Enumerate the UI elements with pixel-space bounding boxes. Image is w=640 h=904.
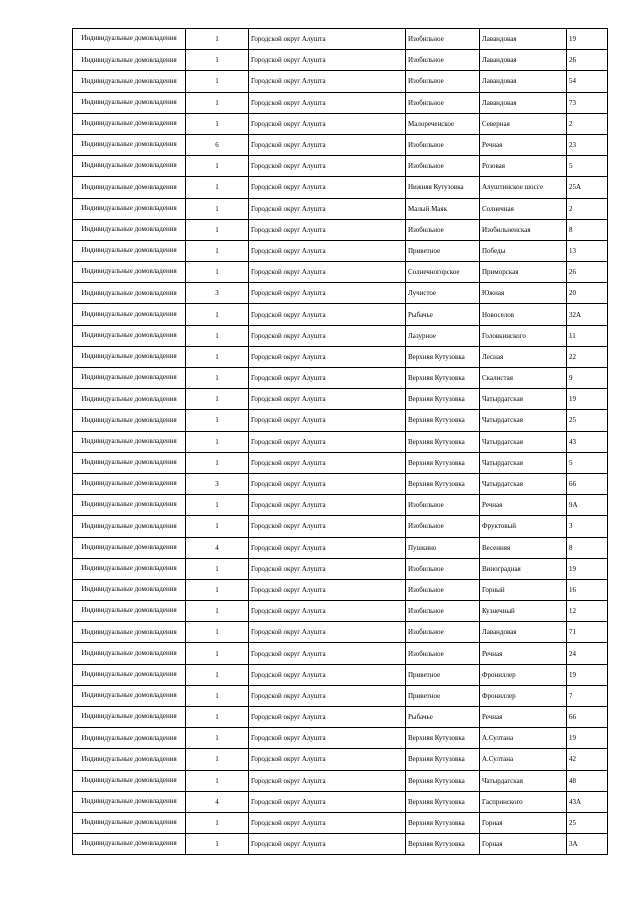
cell-district: Городской округ Алушта: [249, 283, 406, 304]
cell-house-number: 66: [567, 473, 608, 494]
cell-district: Городской округ Алушта: [249, 601, 406, 622]
table-row: [73, 685, 608, 706]
cell-settlement: Верхняя Кутузовка: [406, 770, 480, 791]
cell-street: Речная: [480, 643, 567, 664]
cell-housing-type: Индивидуальные домовладения: [73, 664, 186, 685]
cell-district: Городской округ Алушта: [249, 50, 406, 71]
cell-house-number: 32А: [567, 304, 608, 325]
cell-count: 1: [186, 643, 249, 664]
cell-count: 1: [186, 368, 249, 389]
cell-settlement: Малореченское: [406, 113, 480, 134]
cell-district: Городской округ Алушта: [249, 728, 406, 749]
cell-settlement: Изобильное: [406, 579, 480, 600]
cell-settlement: Верхняя Кутузовка: [406, 834, 480, 855]
cell-housing-type: Индивидуальные домовладения: [73, 516, 186, 537]
table-row: [73, 113, 608, 134]
cell-count: 1: [186, 452, 249, 473]
cell-housing-type: Индивидуальные домовладения: [73, 29, 186, 50]
cell-settlement: Приветное: [406, 240, 480, 261]
document-page: [72, 28, 608, 855]
cell-street: Горная: [480, 834, 567, 855]
cell-count: 1: [186, 50, 249, 71]
cell-district: Городской округ Алушта: [249, 71, 406, 92]
cell-housing-type: Индивидуальные домовладения: [73, 198, 186, 219]
table-row: [73, 177, 608, 198]
table-row: [73, 71, 608, 92]
cell-housing-type: Индивидуальные домовладения: [73, 134, 186, 155]
cell-street: А.Султана: [480, 728, 567, 749]
table-row: [73, 601, 608, 622]
cell-district: Городской округ Алушта: [249, 29, 406, 50]
cell-housing-type: Индивидуальные домовладения: [73, 325, 186, 346]
cell-house-number: 19: [567, 29, 608, 50]
cell-street: Алуштинское шоссе: [480, 177, 567, 198]
cell-housing-type: Индивидуальные домовладения: [73, 368, 186, 389]
table-row: [73, 304, 608, 325]
cell-settlement: Верхняя Кутузовка: [406, 749, 480, 770]
cell-housing-type: Индивидуальные домовладения: [73, 452, 186, 473]
cell-housing-type: Индивидуальные домовладения: [73, 643, 186, 664]
cell-district: Городской округ Алушта: [249, 431, 406, 452]
cell-housing-type: Индивидуальные домовладения: [73, 685, 186, 706]
cell-street: Речная: [480, 707, 567, 728]
cell-housing-type: Индивидуальные домовладения: [73, 50, 186, 71]
cell-district: Городской округ Алушта: [249, 495, 406, 516]
cell-district: Городской округ Алушта: [249, 770, 406, 791]
cell-count: 1: [186, 579, 249, 600]
cell-house-number: 73: [567, 92, 608, 113]
cell-district: Городской округ Алушта: [249, 579, 406, 600]
cell-district: Городской округ Алушта: [249, 643, 406, 664]
cell-house-number: 54: [567, 71, 608, 92]
cell-housing-type: Индивидуальные домовладения: [73, 156, 186, 177]
cell-count: 1: [186, 304, 249, 325]
table-row: [73, 198, 608, 219]
cell-street: Речная: [480, 134, 567, 155]
cell-house-number: 43А: [567, 791, 608, 812]
cell-settlement: Верхняя Кутузовка: [406, 410, 480, 431]
cell-street: Лавандовая: [480, 71, 567, 92]
cell-street: Новоселов: [480, 304, 567, 325]
cell-housing-type: Индивидуальные домовладения: [73, 262, 186, 283]
cell-house-number: 8: [567, 537, 608, 558]
table-row: [73, 516, 608, 537]
cell-settlement: Пушкино: [406, 537, 480, 558]
cell-district: Городской округ Алушта: [249, 537, 406, 558]
cell-street: Лавандовая: [480, 92, 567, 113]
cell-count: 1: [186, 664, 249, 685]
cell-street: А.Султана: [480, 749, 567, 770]
table-row: [73, 431, 608, 452]
cell-district: Городской округ Алушта: [249, 240, 406, 261]
table-row: [73, 134, 608, 155]
table-row: [73, 325, 608, 346]
cell-count: 1: [186, 622, 249, 643]
table-row: [73, 770, 608, 791]
cell-settlement: Верхняя Кутузовка: [406, 728, 480, 749]
cell-count: 1: [186, 262, 249, 283]
cell-housing-type: Индивидуальные домовладения: [73, 537, 186, 558]
cell-count: 1: [186, 770, 249, 791]
cell-settlement: Верхняя Кутузовка: [406, 368, 480, 389]
cell-district: Городской округ Алушта: [249, 346, 406, 367]
cell-house-number: 3: [567, 516, 608, 537]
cell-settlement: Верхняя Кутузовка: [406, 812, 480, 833]
cell-housing-type: Индивидуальные домовладения: [73, 177, 186, 198]
cell-settlement: Изобильное: [406, 495, 480, 516]
cell-count: 4: [186, 537, 249, 558]
cell-district: Городской округ Алушта: [249, 791, 406, 812]
cell-count: 1: [186, 558, 249, 579]
cell-count: 1: [186, 685, 249, 706]
cell-district: Городской округ Алушта: [249, 622, 406, 643]
cell-count: 1: [186, 325, 249, 346]
cell-district: Городской округ Алушта: [249, 685, 406, 706]
cell-settlement: Лазурное: [406, 325, 480, 346]
cell-house-number: 24: [567, 643, 608, 664]
cell-house-number: 19: [567, 728, 608, 749]
cell-street: Солнечная: [480, 198, 567, 219]
cell-district: Городской округ Алушта: [249, 812, 406, 833]
table-row: [73, 643, 608, 664]
cell-settlement: Приветное: [406, 685, 480, 706]
cell-count: 1: [186, 389, 249, 410]
cell-settlement: Изобильное: [406, 29, 480, 50]
housing-table: [72, 28, 608, 855]
cell-settlement: Изобильное: [406, 50, 480, 71]
table-row: [73, 50, 608, 71]
cell-count: 1: [186, 198, 249, 219]
cell-house-number: 13: [567, 240, 608, 261]
cell-district: Городской округ Алушта: [249, 368, 406, 389]
cell-housing-type: Индивидуальные домовладения: [73, 770, 186, 791]
cell-street: Виноградная: [480, 558, 567, 579]
cell-house-number: 26: [567, 262, 608, 283]
cell-district: Городской округ Алушта: [249, 707, 406, 728]
cell-settlement: Изобильное: [406, 156, 480, 177]
cell-street: Северная: [480, 113, 567, 134]
cell-district: Городской округ Алушта: [249, 304, 406, 325]
cell-count: 1: [186, 92, 249, 113]
cell-street: Скалистая: [480, 368, 567, 389]
cell-street: Лавандовая: [480, 50, 567, 71]
cell-district: Городской округ Алушта: [249, 92, 406, 113]
cell-settlement: Верхняя Кутузовка: [406, 346, 480, 367]
table-row: [73, 707, 608, 728]
cell-settlement: Верхняя Кутузовка: [406, 791, 480, 812]
cell-housing-type: Индивидуальные домовладения: [73, 240, 186, 261]
cell-house-number: 20: [567, 283, 608, 304]
cell-housing-type: Индивидуальные домовладения: [73, 283, 186, 304]
cell-district: Городской округ Алушта: [249, 156, 406, 177]
cell-street: Горный: [480, 579, 567, 600]
table-row: [73, 579, 608, 600]
cell-settlement: Верхняя Кутузовка: [406, 452, 480, 473]
table-row: [73, 368, 608, 389]
table-row: [73, 346, 608, 367]
cell-district: Городской округ Алушта: [249, 473, 406, 494]
cell-housing-type: Индивидуальные домовладения: [73, 558, 186, 579]
cell-district: Городской округ Алушта: [249, 262, 406, 283]
table-row: [73, 473, 608, 494]
cell-street: Чатырдагская: [480, 452, 567, 473]
cell-street: Чатырдагская: [480, 473, 567, 494]
cell-count: 1: [186, 113, 249, 134]
cell-housing-type: Индивидуальные домовладения: [73, 71, 186, 92]
cell-count: 3: [186, 473, 249, 494]
cell-housing-type: Индивидуальные домовладения: [73, 622, 186, 643]
cell-district: Городской округ Алушта: [249, 516, 406, 537]
cell-house-number: 22: [567, 346, 608, 367]
cell-count: 1: [186, 346, 249, 367]
table-body: [73, 29, 608, 855]
cell-house-number: 9: [567, 368, 608, 389]
cell-district: Городской округ Алушта: [249, 664, 406, 685]
cell-count: 1: [186, 410, 249, 431]
cell-housing-type: Индивидуальные домовладения: [73, 495, 186, 516]
cell-street: Головкинского: [480, 325, 567, 346]
cell-count: 3: [186, 283, 249, 304]
cell-settlement: Изобильное: [406, 558, 480, 579]
cell-housing-type: Индивидуальные домовладения: [73, 304, 186, 325]
cell-housing-type: Индивидуальные домовладения: [73, 473, 186, 494]
cell-housing-type: Индивидуальные домовладения: [73, 389, 186, 410]
cell-house-number: 43: [567, 431, 608, 452]
cell-house-number: 48: [567, 770, 608, 791]
cell-settlement: Приветное: [406, 664, 480, 685]
cell-house-number: 19: [567, 389, 608, 410]
cell-housing-type: Индивидуальные домовладения: [73, 812, 186, 833]
cell-street: Чатырдагская: [480, 410, 567, 431]
cell-house-number: 5: [567, 452, 608, 473]
table-row: [73, 495, 608, 516]
cell-district: Городской округ Алушта: [249, 219, 406, 240]
cell-house-number: 8: [567, 219, 608, 240]
cell-house-number: 11: [567, 325, 608, 346]
table-row: [73, 664, 608, 685]
table-row: [73, 219, 608, 240]
cell-street: Чатырдагская: [480, 389, 567, 410]
cell-street: Фруктовый: [480, 516, 567, 537]
cell-settlement: Изобильное: [406, 622, 480, 643]
cell-count: 1: [186, 495, 249, 516]
cell-settlement: Изобильное: [406, 516, 480, 537]
cell-house-number: 42: [567, 749, 608, 770]
cell-district: Городской округ Алушта: [249, 749, 406, 770]
cell-district: Городской округ Алушта: [249, 452, 406, 473]
cell-street: Приморская: [480, 262, 567, 283]
cell-street: Речная: [480, 495, 567, 516]
cell-settlement: Рыбачье: [406, 707, 480, 728]
cell-count: 1: [186, 219, 249, 240]
cell-count: 1: [186, 177, 249, 198]
cell-house-number: 12: [567, 601, 608, 622]
cell-street: Чатырдагская: [480, 431, 567, 452]
cell-street: Фрониллер: [480, 664, 567, 685]
cell-count: 1: [186, 156, 249, 177]
cell-settlement: Нижняя Кутузовка: [406, 177, 480, 198]
cell-settlement: Лучистое: [406, 283, 480, 304]
cell-settlement: Верхняя Кутузовка: [406, 473, 480, 494]
cell-count: 1: [186, 812, 249, 833]
cell-count: 1: [186, 834, 249, 855]
cell-housing-type: Индивидуальные домовладения: [73, 410, 186, 431]
cell-street: Гаспринского: [480, 791, 567, 812]
cell-housing-type: Индивидуальные домовладения: [73, 834, 186, 855]
cell-house-number: 19: [567, 558, 608, 579]
cell-house-number: 3А: [567, 834, 608, 855]
cell-count: 1: [186, 431, 249, 452]
table-row: [73, 452, 608, 473]
cell-house-number: 26: [567, 50, 608, 71]
cell-housing-type: Индивидуальные домовладения: [73, 707, 186, 728]
cell-district: Городской округ Алушта: [249, 198, 406, 219]
cell-housing-type: Индивидуальные домовладения: [73, 346, 186, 367]
cell-house-number: 23: [567, 134, 608, 155]
cell-count: 1: [186, 240, 249, 261]
cell-count: 1: [186, 71, 249, 92]
table-row: [73, 558, 608, 579]
table-row: [73, 410, 608, 431]
cell-district: Городской округ Алушта: [249, 325, 406, 346]
cell-street: Лавандовая: [480, 622, 567, 643]
cell-housing-type: Индивидуальные домовладения: [73, 219, 186, 240]
cell-street: Кузнечный: [480, 601, 567, 622]
cell-housing-type: Индивидуальные домовладения: [73, 601, 186, 622]
table-row: [73, 262, 608, 283]
cell-housing-type: Индивидуальные домовладения: [73, 113, 186, 134]
cell-settlement: Изобильное: [406, 92, 480, 113]
cell-district: Городской округ Алушта: [249, 834, 406, 855]
cell-settlement: Верхняя Кутузовка: [406, 431, 480, 452]
cell-count: 1: [186, 516, 249, 537]
cell-count: 1: [186, 29, 249, 50]
cell-street: Южная: [480, 283, 567, 304]
cell-house-number: 5: [567, 156, 608, 177]
table-row: [73, 156, 608, 177]
table-row: [73, 240, 608, 261]
cell-count: 1: [186, 707, 249, 728]
cell-house-number: 2: [567, 113, 608, 134]
cell-housing-type: Индивидуальные домовладения: [73, 431, 186, 452]
cell-house-number: 2: [567, 198, 608, 219]
table-row: [73, 834, 608, 855]
cell-street: Весенняя: [480, 537, 567, 558]
cell-street: Лесная: [480, 346, 567, 367]
cell-house-number: 71: [567, 622, 608, 643]
cell-count: 6: [186, 134, 249, 155]
cell-district: Городской округ Алушта: [249, 558, 406, 579]
cell-district: Городской округ Алушта: [249, 177, 406, 198]
cell-district: Городской округ Алушта: [249, 410, 406, 431]
cell-count: 1: [186, 728, 249, 749]
cell-settlement: Солнечногорское: [406, 262, 480, 283]
cell-house-number: 25А: [567, 177, 608, 198]
cell-street: Горная: [480, 812, 567, 833]
cell-count: 1: [186, 601, 249, 622]
cell-settlement: Изобильное: [406, 71, 480, 92]
cell-street: Лавандовая: [480, 29, 567, 50]
cell-housing-type: Индивидуальные домовладения: [73, 728, 186, 749]
cell-settlement: Изобильное: [406, 601, 480, 622]
cell-street: Победы: [480, 240, 567, 261]
cell-count: 4: [186, 791, 249, 812]
cell-district: Городской округ Алушта: [249, 134, 406, 155]
cell-house-number: 7: [567, 685, 608, 706]
cell-housing-type: Индивидуальные домовладения: [73, 579, 186, 600]
cell-settlement: Изобильное: [406, 219, 480, 240]
table-row: [73, 537, 608, 558]
cell-house-number: 25: [567, 410, 608, 431]
cell-settlement: Верхняя Кутузовка: [406, 389, 480, 410]
cell-settlement: Изобильное: [406, 643, 480, 664]
cell-street: Розовая: [480, 156, 567, 177]
table-row: [73, 791, 608, 812]
cell-street: Фрониллер: [480, 685, 567, 706]
table-row: [73, 622, 608, 643]
table-row: [73, 728, 608, 749]
cell-street: Чатырдагская: [480, 770, 567, 791]
cell-house-number: 16: [567, 579, 608, 600]
cell-street: Изобильненская: [480, 219, 567, 240]
table-row: [73, 92, 608, 113]
cell-housing-type: Индивидуальные домовладения: [73, 749, 186, 770]
cell-district: Городской округ Алушта: [249, 389, 406, 410]
cell-count: 1: [186, 749, 249, 770]
table-row: [73, 29, 608, 50]
cell-settlement: Изобильное: [406, 134, 480, 155]
cell-district: Городской округ Алушта: [249, 113, 406, 134]
cell-housing-type: Индивидуальные домовладения: [73, 92, 186, 113]
cell-house-number: 25: [567, 812, 608, 833]
cell-house-number: 9А: [567, 495, 608, 516]
table-row: [73, 283, 608, 304]
cell-house-number: 66: [567, 707, 608, 728]
cell-house-number: 19: [567, 664, 608, 685]
cell-settlement: Рыбачье: [406, 304, 480, 325]
cell-housing-type: Индивидуальные домовладения: [73, 791, 186, 812]
table-row: [73, 389, 608, 410]
table-row: [73, 749, 608, 770]
cell-settlement: Малый Маяк: [406, 198, 480, 219]
table-row: [73, 812, 608, 833]
